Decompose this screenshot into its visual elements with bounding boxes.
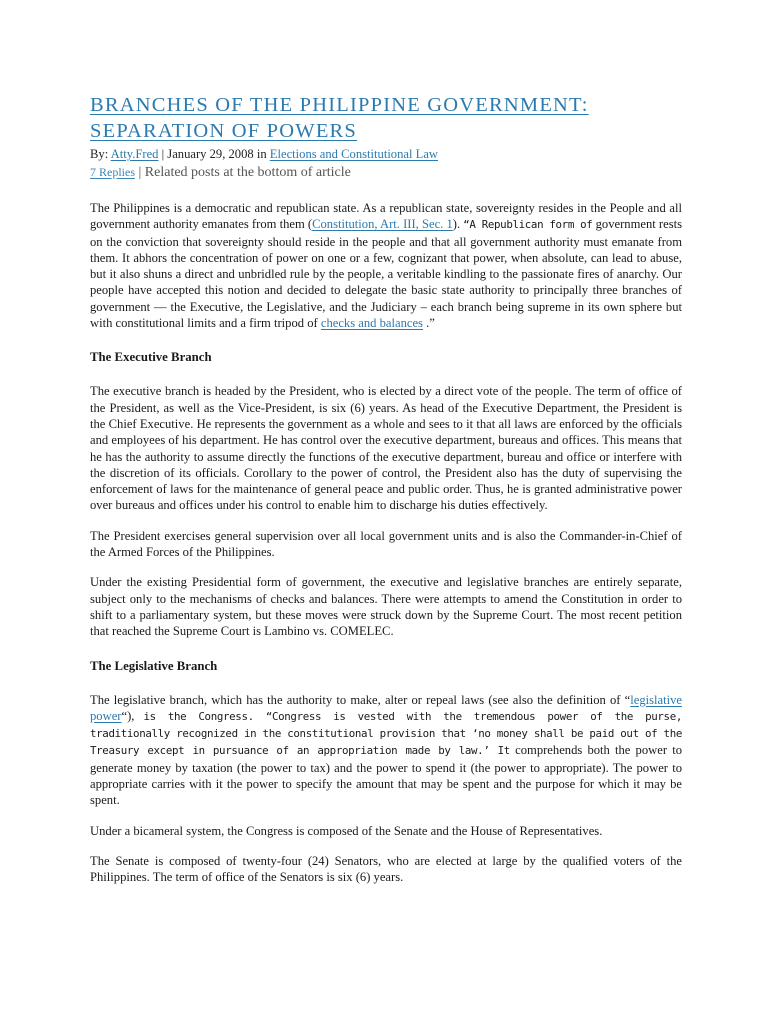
replies-link[interactable]: 7 Replies (90, 165, 135, 179)
legislative-quote: is the Congress. “Congress is vested with the tremendous power of the purse, traditionally recognized in the constitutional provision that ‘no money shall be paid out of the Treasury except in pursuance of an appropriation made by law.’ It (90, 709, 682, 758)
legislative-text-3: comprehends both the power to generate money by taxation (the power to tax) and the power to spend it (the power to appropriate). The power to appropriate carries with it the power to specify the amount that may be spent and the purpose for which it may be spent. (90, 743, 682, 808)
executive-paragraph-1: The executive branch is headed by the President, who is elected by a direct vote of the people. The term of office of the President, as well as the Vice-President, is six (6) years. As head of the Executive Department, the President is the Chief Executive. He represents the government as a whole and sees to it that all laws are enforced by the officials and employees of his department. He has control over the executive department, bureaus and offices. This means that he has the authority to assume directly the functions of the executive department, bureau and office or interfere with the discretion of its officials. Corollary to the power of control, the President also has the duty of supervising the enforcement of laws for the maintenance of general peace and public order. Thus, he is granted administrative power over bureaus and offices under his control to enable him to discharge his duties effectively. (90, 384, 682, 513)
checks-balances-link[interactable]: checks and balances (320, 316, 423, 331)
intro-text-3: government rests on the conviction that sovereignty should reside in the people and that all government authority must emanate from them. It abhors the concentration of power on one or a few, cognizant that power, when absolute, can lead to abuse, but it also shuns a direct and unbridled rule by the people, a veritable kindling to the passionate fires of anarchy. Our people have accepted this notion and decided to delegate the basic state authority to principally three branches of government — the Executive, the Legislative, and the Judiciary – each branch being supreme in its own sphere but with constitutional limits and a firm tripod of (90, 217, 682, 331)
intro-quote-start: “A Republican form of (463, 218, 593, 232)
related-note: | Related posts at the bottom of article (135, 165, 351, 180)
legislative-paragraph-1 (90, 692, 682, 809)
category-link[interactable]: Elections and Constitutional Law (269, 147, 439, 161)
legislative-paragraph-3: The Senate is composed of twenty-four (24) Senators, who are elected at large by the qualified voters of the Philippines. The term of office of the Senators is six (6) years. (90, 853, 682, 885)
byline (90, 146, 682, 163)
constitution-link[interactable]: Constitution, Art. III, Sec. 1 (312, 217, 453, 232)
legislative-heading: The Legislative Branch (90, 658, 218, 673)
intro-text-4: .” (422, 316, 435, 331)
intro-text-2: ). (452, 217, 464, 232)
byline-prefix: By: (90, 147, 111, 161)
title-line-1[interactable]: BRANCHES OF THE PHILIPPINE GOVERNMENT: (90, 94, 589, 116)
executive-paragraph-2: The President exercises general supervision over all local government units and is also the Commander-in-Chief of the Armed Forces of the Philippines. (90, 528, 682, 560)
legislative-paragraph-2: Under a bicameral system, the Congress is composed of the Senate and the House of Representatives. (90, 823, 603, 838)
legislative-power-link[interactable]: legislative power (90, 692, 682, 723)
author-link[interactable]: Atty.Fred (110, 147, 159, 161)
replies-line (90, 163, 682, 182)
title-line-2[interactable]: SEPARATION OF POWERS (90, 120, 358, 142)
article-title[interactable] (90, 92, 682, 144)
intro-text-1: The Philippines is a democratic and republican state. As a republican state, sovereignty resides in the People and all government authority emanates from them ( (90, 201, 682, 232)
executive-paragraph-3: Under the existing Presidential form of government, the executive and legislative branches are entirely separate, subject only to the mechanisms of checks and balances. There were attempts to amend the Constitution in order to shift to a parliamentary system, but these moves were struck down by the Supreme Court. The most recent petition that reached the Supreme Court is Lambino vs. COMELEC. (90, 575, 682, 639)
legislative-text-2: “), (121, 708, 144, 723)
byline-date: | January 29, 2008 in (158, 147, 270, 161)
legislative-text-1: The legislative branch, which has the authority to make, alter or repeal laws (see also the definition of “ (90, 692, 631, 707)
executive-heading: The Executive Branch (90, 350, 212, 365)
intro-paragraph (90, 200, 682, 331)
